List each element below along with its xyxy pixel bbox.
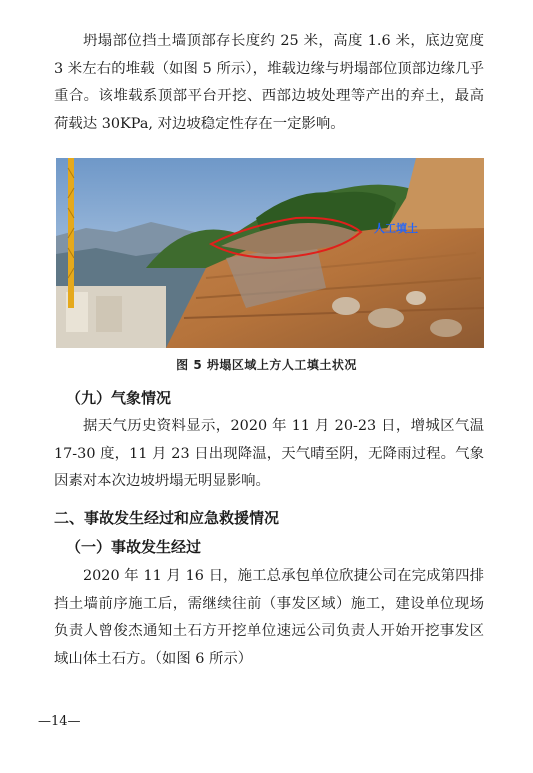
paragraph-slope-load: 坍塌部位挡土墙顶部存长度约 25 米，高度 1.6 米，底边宽度 3 米左右的堆载（如图 5 所示），堆载边缘与坍塌部位顶部边缘几乎重合。该堆载系顶部平台开挖、西部边坡处理等产出的弃土，最高荷载达 30KPa, 对边坡稳定性存在一定影响。 xyxy=(54,33,484,132)
figure-5-photo xyxy=(56,158,484,348)
paragraph-weather: 据天气历史资料显示，2020 年 11 月 20-23 日，增城区气温 17-30 度，11 月 23 日出现降温，天气晴至阴，无降雨过程。气象因素对本次边坡坍塌无明显影响。 xyxy=(54,418,484,489)
photo-annotation-label: 人工填土 xyxy=(374,222,418,235)
heading-weather: （九）气象情况 xyxy=(66,389,172,407)
paragraph-accident-process: 2020 年 11 月 16 日，施工总承包单位欣捷公司在完成第四排挡土墙前序施工后，需继续往前（事发区域）施工，建设单位现场负责人曾俊杰通知土石方开挖单位速远公司负责人开始开挖事发区域山体土石方。（如图 6 所示） xyxy=(54,568,484,667)
figure-5-caption: 图 5 坍塌区域上方人工填土状况 xyxy=(176,358,357,372)
page-number: —14— xyxy=(38,714,81,729)
heading-accident-process: （一）事故发生经过 xyxy=(66,538,202,556)
heading-section-2: 二、事故发生经过和应急救援情况 xyxy=(54,509,280,527)
slope-fill-photo xyxy=(56,158,484,348)
